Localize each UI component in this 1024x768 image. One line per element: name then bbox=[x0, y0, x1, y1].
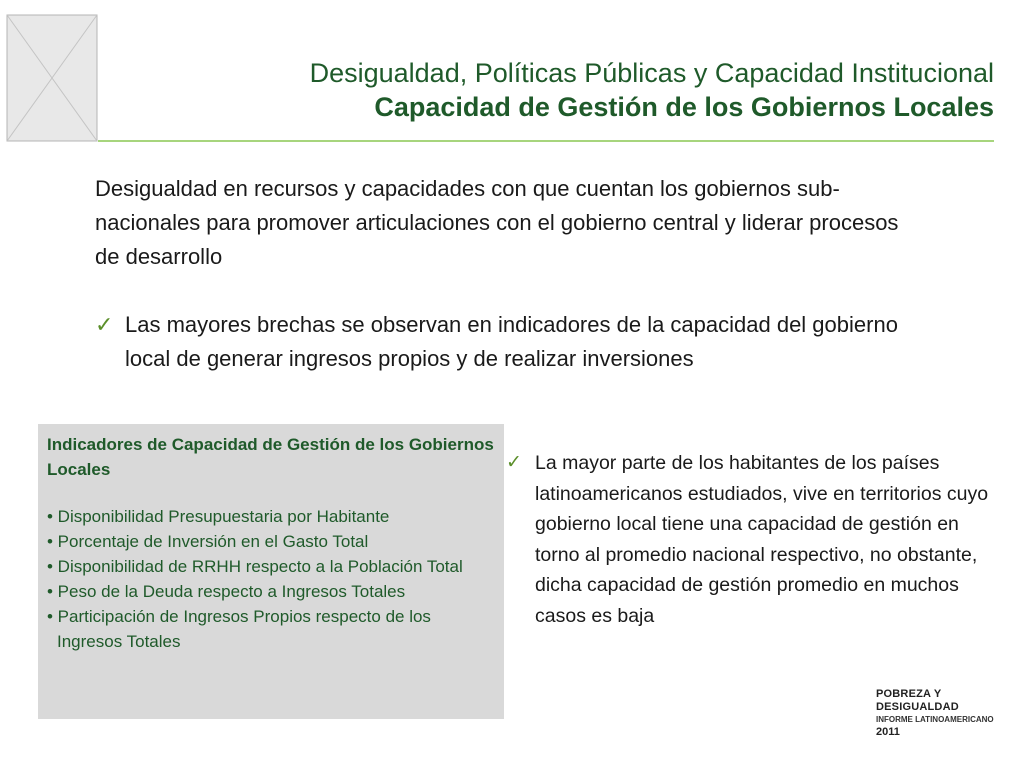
slide-subtitle: Capacidad de Gestión de los Gobiernos Locales bbox=[374, 92, 994, 122]
indicator-item: • Disponibilidad de RRHH respecto a la Población Total bbox=[47, 557, 463, 576]
check-icon: ✓ bbox=[95, 312, 114, 337]
indicators-panel bbox=[38, 424, 504, 719]
indicator-item: • Participación de Ingresos Propios respecto de los Ingresos Totales bbox=[47, 607, 431, 651]
conclusion-text: La mayor parte de los habitantes de los países latinoamericanos estudiados, vive en territorios cuyo gobierno local tiene una capacidad de gestión en torno al promedio nacional respectivo, no obstante, dicha capacidad de gestión promedio en muchos casos es baja bbox=[535, 452, 989, 627]
header-divider bbox=[98, 140, 994, 142]
indicator-item: • Disponibilidad Presupuestaria por Habitante bbox=[47, 507, 390, 526]
brand-line: POBREZA Y bbox=[876, 688, 942, 700]
conclusion-point bbox=[506, 448, 998, 631]
intro-paragraph: Desigualdad en recursos y capacidades con que cuentan los gobiernos sub-nacionales para promover articulaciones con el gobierno central y liderar procesos de desarrollo bbox=[95, 176, 899, 269]
report-brand-logo bbox=[876, 688, 1006, 739]
indicator-item: • Peso de la Deuda respecto a Ingresos Totales bbox=[47, 582, 406, 601]
brand-line: DESIGUALDAD bbox=[876, 701, 959, 713]
slide-title: Desigualdad, Políticas Públicas y Capacidad Institucional bbox=[309, 58, 994, 88]
slide-header bbox=[310, 56, 994, 124]
indicator-item: • Porcentaje de Inversión en el Gasto Total bbox=[47, 532, 369, 551]
brand-year: 2011 bbox=[876, 726, 900, 738]
check-icon: ✓ bbox=[506, 452, 522, 473]
highlight-point bbox=[95, 308, 945, 376]
highlight-text: Las mayores brechas se observan en indicadores de la capacidad del gobierno local de generar ingresos propios y de realizar inversiones bbox=[125, 312, 898, 371]
hands-map-logo bbox=[6, 14, 98, 142]
brand-line: INFORME LATINOAMERICANO bbox=[876, 715, 994, 724]
indicators-panel-title: Indicadores de Capacidad de Gestión de los Gobiernos Locales bbox=[47, 435, 494, 479]
indicators-list bbox=[47, 504, 495, 654]
